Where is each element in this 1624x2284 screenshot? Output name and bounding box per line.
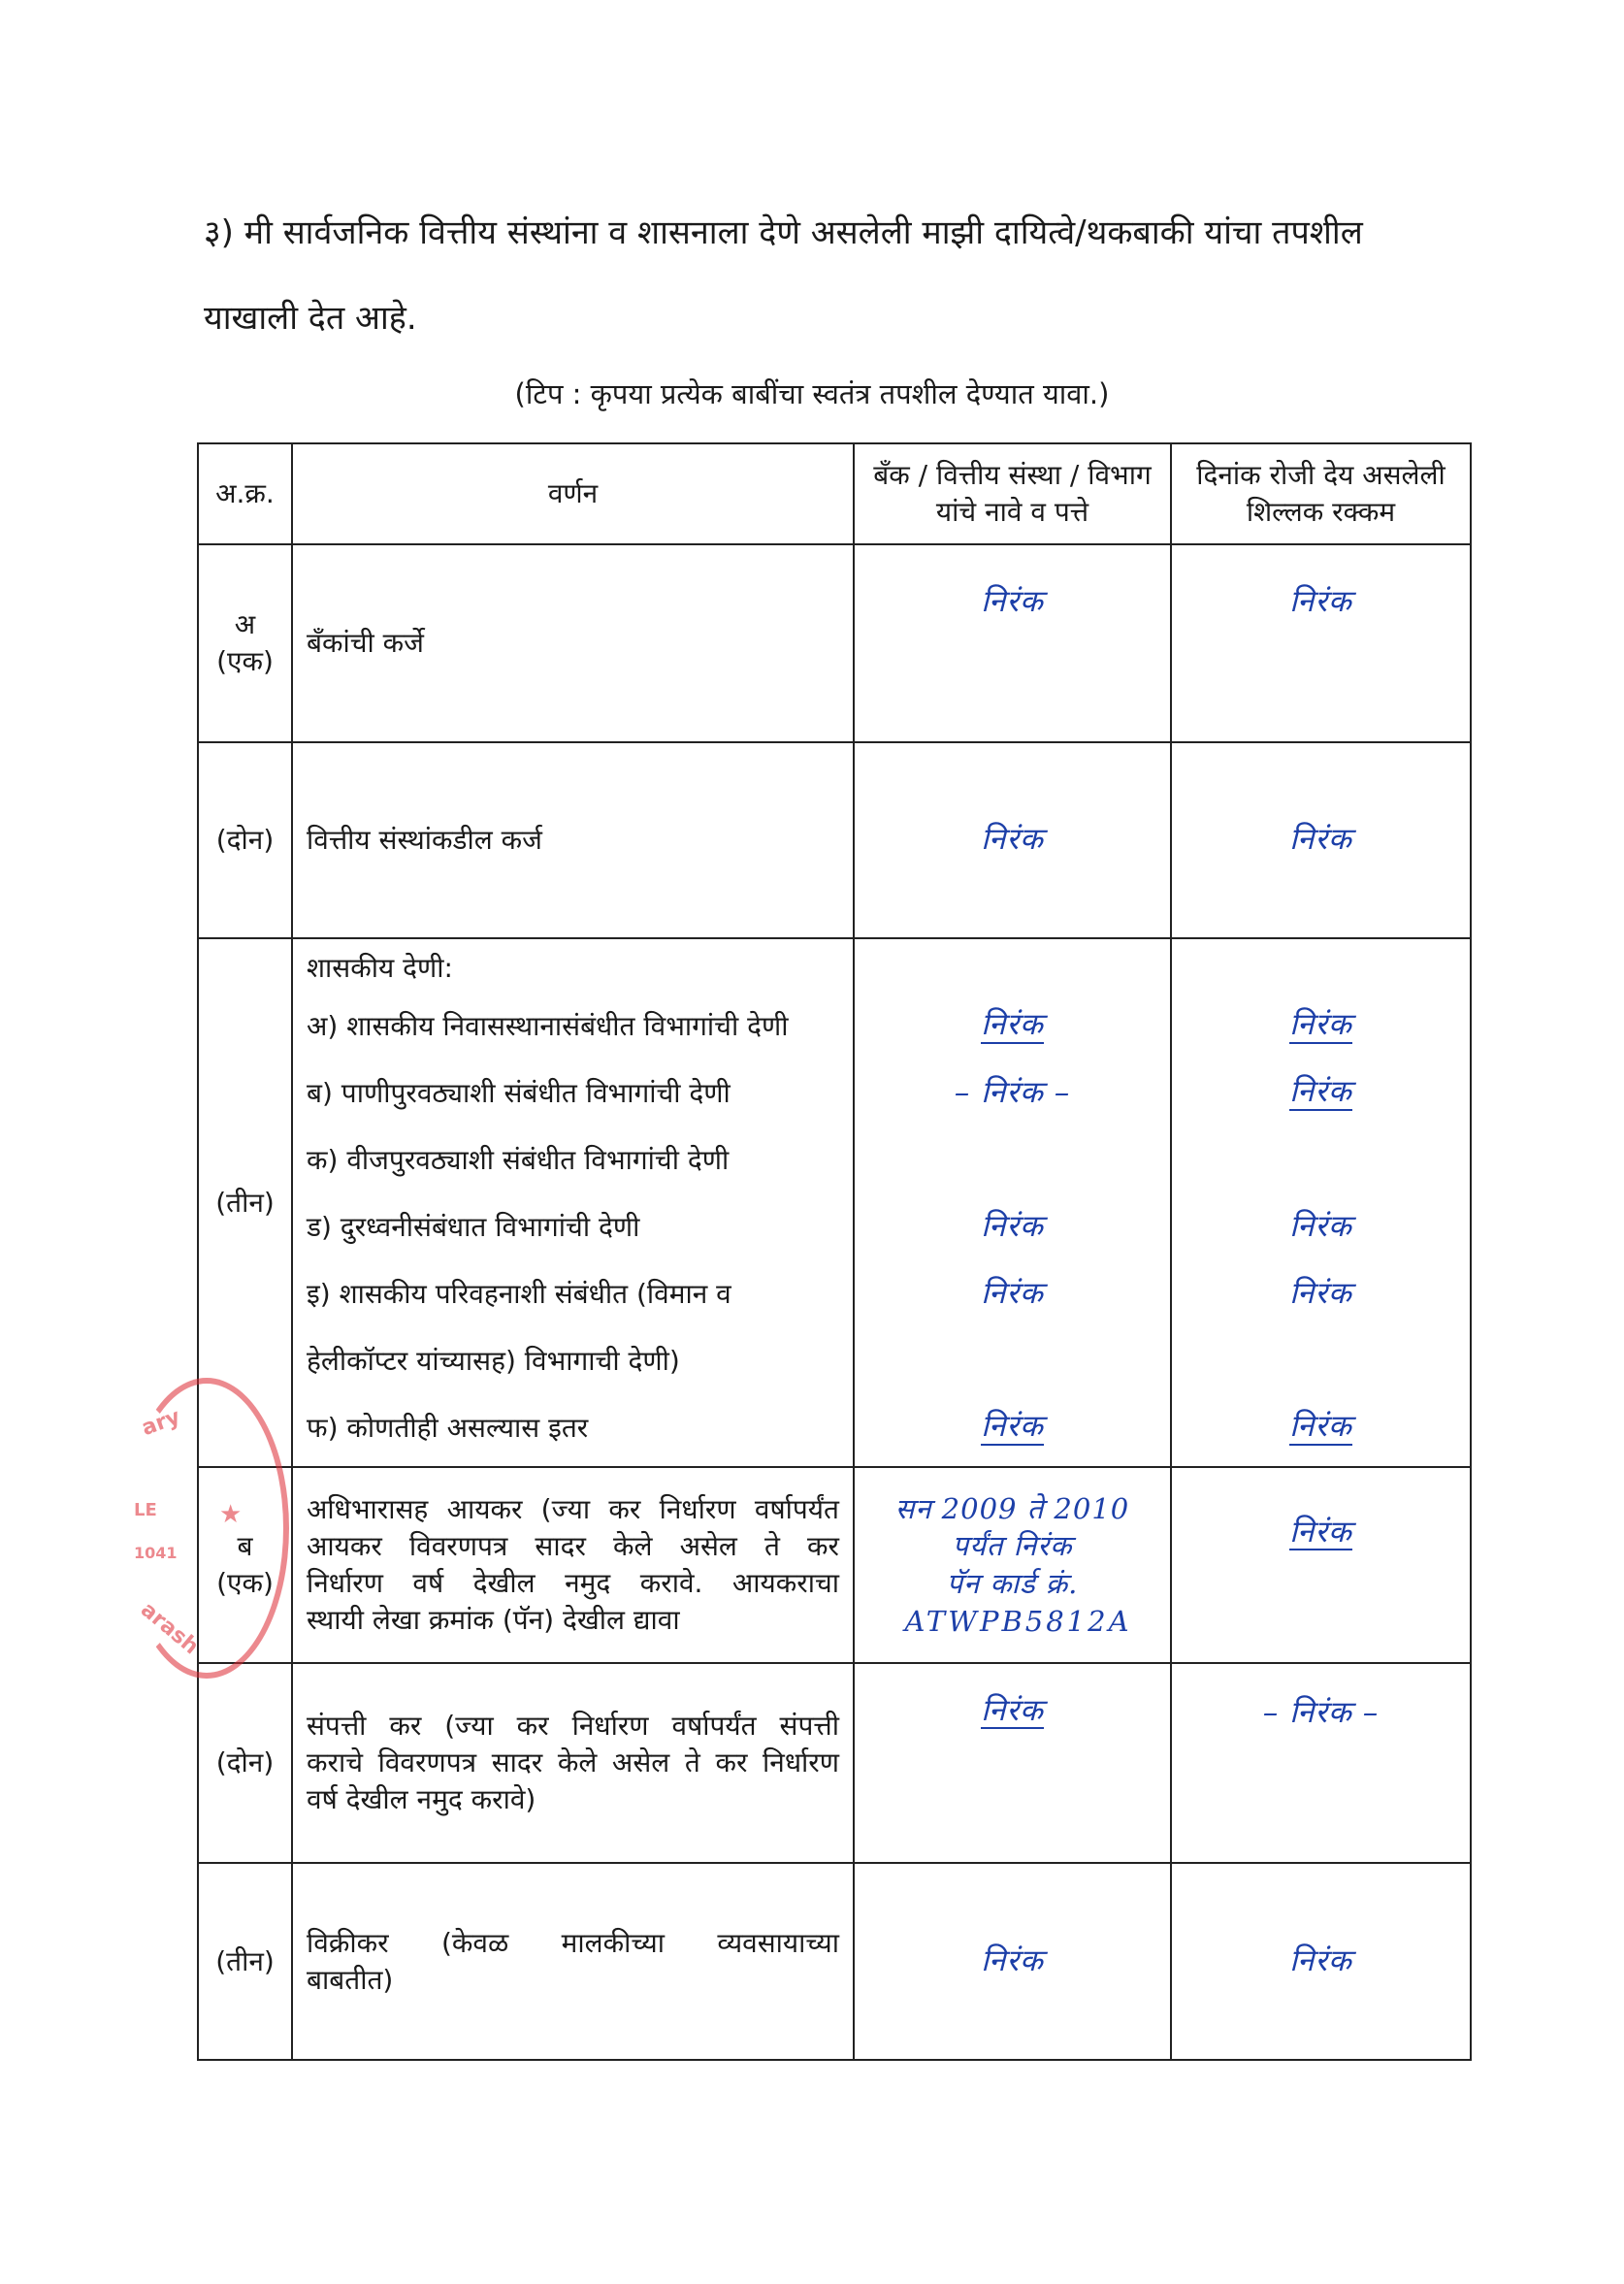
handwritten-nil: निरंक bbox=[981, 1275, 1044, 1311]
amount-cell bbox=[1171, 938, 1471, 1467]
stamp-text: 1041 bbox=[134, 1544, 178, 1562]
handwritten-nil: – निरंक – bbox=[955, 1073, 1070, 1114]
bank-cell bbox=[854, 742, 1171, 938]
list-item: अ) शासकीय निवासस्थानासंबंधीत विभागांची देणी bbox=[307, 1010, 789, 1042]
description-cell bbox=[292, 1467, 854, 1663]
amount-cell bbox=[1171, 544, 1471, 742]
handwritten-nil: निरंक bbox=[981, 1942, 1044, 1978]
table-row bbox=[198, 1467, 1471, 1663]
handwritten-nil: निरंक bbox=[981, 1208, 1044, 1244]
header-bank: बँक / वित्तीय संस्था / विभाग यांचे नावे व पत्ते bbox=[854, 443, 1171, 544]
serial-cell: (दोन) bbox=[198, 1663, 292, 1863]
pan-number: ATWPB5812A bbox=[904, 1604, 1132, 1638]
serial-number: (एक) bbox=[216, 1567, 274, 1599]
description-line: निर्धारण वर्ष देखील नमुद करावे. आयकराचा bbox=[307, 1567, 839, 1599]
handwritten-nil: निरंक bbox=[1289, 1275, 1352, 1311]
list-item: ब) पाणीपुरवठ्याशी संबंधीत विभागांची देणी bbox=[307, 1077, 731, 1109]
handwritten-nil: निरंक bbox=[1289, 1208, 1352, 1244]
table-row bbox=[198, 544, 1471, 742]
star-icon: ★ bbox=[219, 1500, 243, 1529]
table-row bbox=[198, 1663, 1471, 1863]
description-line: स्थायी लेखा क्रमांक (पॅन) देखील द्यावा bbox=[307, 1603, 680, 1636]
table-row bbox=[198, 742, 1471, 938]
handwritten-nil: निरंक bbox=[1289, 1942, 1352, 1978]
stamp-text: ary bbox=[138, 1404, 184, 1442]
handwritten-nil: – निरंक – bbox=[1263, 1693, 1379, 1734]
bank-cell bbox=[854, 938, 1171, 1467]
handwritten-nil: निरंक bbox=[1289, 1074, 1352, 1110]
description-line: बाबतीत) bbox=[307, 1963, 394, 1996]
list-item: फ) कोणतीही असल्यास इतर bbox=[307, 1412, 589, 1444]
list-item: इ) शासकीय परिवहनाशी संबंधीत (विमान व bbox=[307, 1278, 731, 1310]
bank-cell bbox=[854, 1663, 1171, 1863]
handwritten-nil: निरंक bbox=[981, 584, 1044, 619]
list-item: ड) दुरध्वनीसंबंधात विभागांची देणी bbox=[307, 1211, 640, 1243]
intro-line-1: ३) मी सार्वजनिक वित्तीय संस्थांना व शासनाला देणे असलेली माझी दायित्वे/थकबाकी यांचा तपशील bbox=[204, 213, 1363, 252]
description-line: विक्रीकर (केवळ मालकीच्या व्यवसायाच्या bbox=[307, 1926, 839, 1959]
amount-cell bbox=[1171, 1863, 1471, 2060]
handwritten-note: सन 2009 ते 2010 bbox=[894, 1491, 1130, 1525]
description-cell bbox=[292, 1863, 854, 2060]
description-cell bbox=[292, 1663, 854, 1863]
serial-letter: अ bbox=[234, 608, 256, 641]
table-header-row bbox=[198, 443, 1471, 544]
handwritten-nil: निरंक bbox=[1289, 1515, 1352, 1550]
table-row bbox=[198, 938, 1471, 1467]
handwritten-nil: निरंक bbox=[1289, 584, 1352, 619]
handwritten-nil: निरंक bbox=[981, 1693, 1044, 1728]
header-serial: अ.क्र. bbox=[198, 443, 292, 544]
bank-cell bbox=[854, 1467, 1171, 1663]
handwritten-nil: निरंक bbox=[981, 1409, 1044, 1445]
description-cell: बॅंकांची कर्जे bbox=[292, 544, 854, 742]
list-item: हेलीकॉप्टर यांच्यासह) विभागाची देणी) bbox=[307, 1345, 680, 1377]
amount-cell bbox=[1171, 742, 1471, 938]
serial-cell: (दोन) bbox=[198, 742, 292, 938]
serial-cell: (तीन) bbox=[198, 938, 292, 1467]
amount-cell bbox=[1171, 1467, 1471, 1663]
serial-number: (एक) bbox=[216, 645, 274, 677]
handwritten-nil: निरंक bbox=[1289, 1409, 1352, 1445]
handwritten-nil: निरंक bbox=[981, 822, 1044, 858]
description-cell bbox=[292, 938, 854, 1467]
liabilities-table bbox=[197, 442, 1472, 2061]
handwritten-nil: निरंक bbox=[981, 1007, 1044, 1043]
instruction-note: (टिप : कृपया प्रत्येक बाबींचा स्वतंत्र तपशील देण्यात यावा.) bbox=[514, 377, 1110, 410]
government-dues-heading: शासकीय देणी: bbox=[307, 952, 453, 984]
bank-cell bbox=[854, 544, 1171, 742]
bank-cell bbox=[854, 1863, 1171, 2060]
stamp-text: LE bbox=[134, 1500, 157, 1520]
serial-cell: (तीन) bbox=[198, 1863, 292, 2060]
handwritten-nil: निरंक bbox=[1289, 1007, 1352, 1043]
description-line: अधिभारासह आयकर (ज्या कर निर्धारण वर्षापर्यंत bbox=[307, 1493, 839, 1526]
amount-cell bbox=[1171, 1663, 1471, 1863]
description-line: संपत्ती कर (ज्या कर निर्धारण वर्षापर्यंत संपत्ती bbox=[307, 1710, 839, 1743]
stamp-text: arash bbox=[136, 1597, 204, 1660]
header-description: वर्णन bbox=[292, 443, 854, 544]
description-line: आयकर विवरणपत्र सादर केले असेल ते कर bbox=[307, 1530, 839, 1563]
handwritten-note: पॅन कार्ड क्रं. bbox=[946, 1567, 1079, 1600]
intro-line-2: याखाली देत आहे. bbox=[204, 299, 417, 338]
list-item: क) वीजपुरवठ्याशी संबंधीत विभागांची देणी bbox=[307, 1144, 730, 1176]
description-cell: वित्तीय संस्थांकडील कर्ज bbox=[292, 742, 854, 938]
official-seal-stamp bbox=[124, 1378, 289, 1679]
table-row bbox=[198, 1863, 1471, 2060]
serial-cell bbox=[198, 544, 292, 742]
handwritten-nil: निरंक bbox=[1289, 822, 1352, 858]
description-line: वर्ष देखील नमुद करावे) bbox=[307, 1782, 536, 1815]
header-amount: दिनांक रोजी देय असलेली शिल्लक रक्कम bbox=[1171, 443, 1471, 544]
description-line: कराचे विवरणपत्र सादर केले असेल ते कर निर्धारण bbox=[307, 1746, 839, 1779]
serial-letter: ब bbox=[237, 1530, 253, 1563]
handwritten-note: पर्यंत निरंक bbox=[952, 1529, 1073, 1563]
